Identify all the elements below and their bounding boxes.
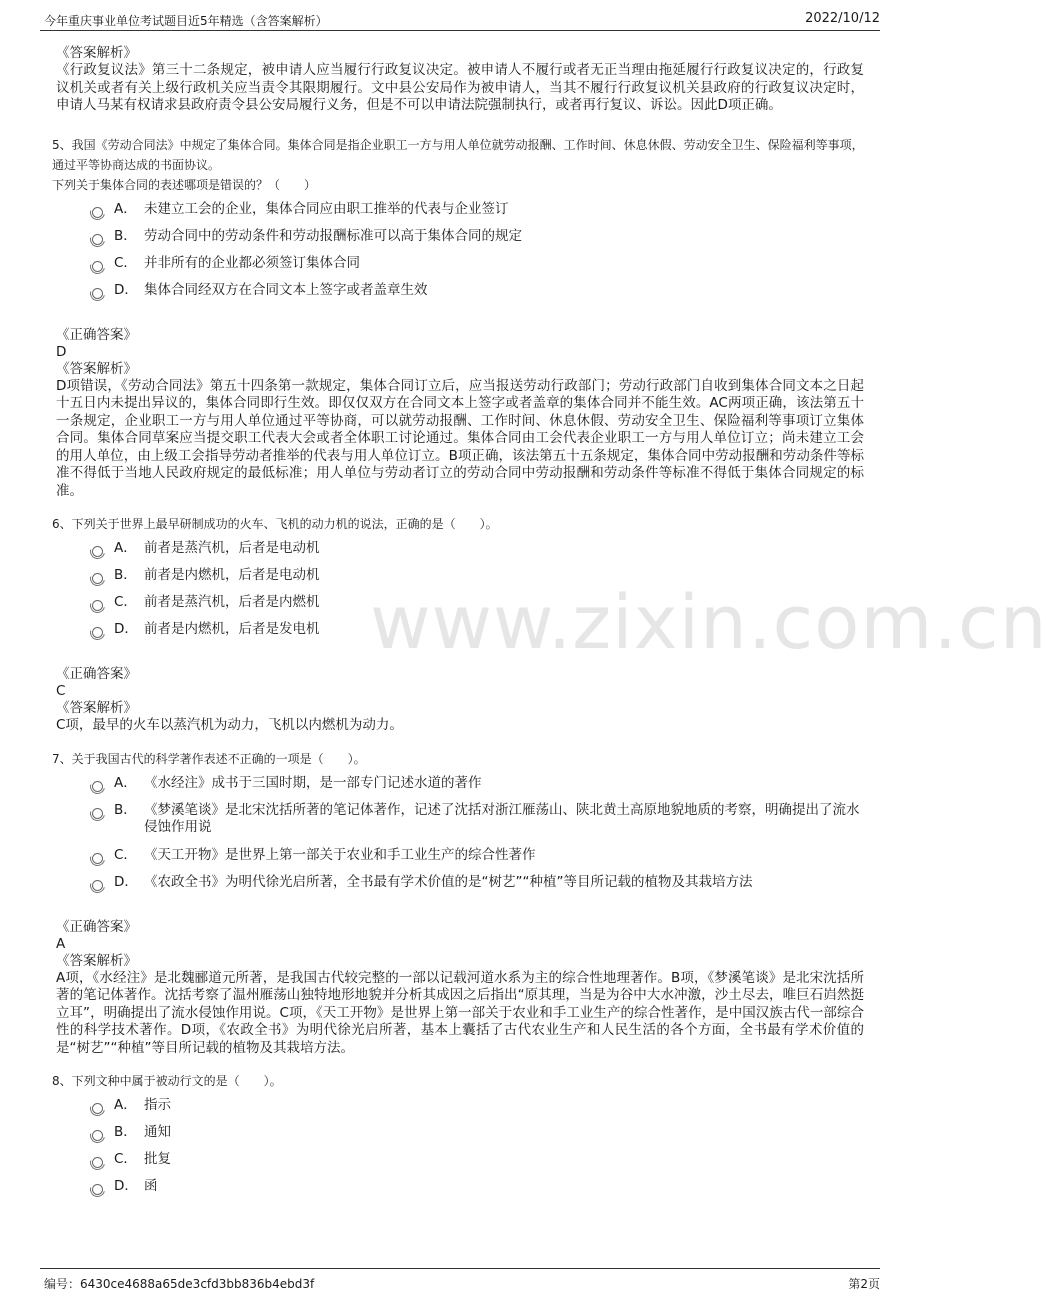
option-text: 《天工开物》是世界上第一部关于农业和手工业生产的综合性著作: [144, 846, 536, 863]
analysis-text: A项，《水经注》是北魏郦道元所著，是我国古代较完整的一部以记载河道水系为主的综合性地理著作。B项，《梦溪笔谈》是北宋沈括所著的笔记体著作。沈括考察了温州雁荡山独特地形地貌并分析其成因之后指出“原其理，当是为谷中大水冲激，沙土尽去，唯巨石岿然挺立耳”，明确提出了流水侵蚀作用说。C项，《天工开物》是世界上第一部关于农业和手工业生产的综合性著作，是中国汉族古代一部综合性的科学技术著作。D项，《农政全书》为明代徐光启所著，基本上囊括了古代农业生产和人民生活的各个方面，全书最有学术价值的是“树艺”“种植”等目所记载的植物及其栽培方法。: [56, 969, 864, 1056]
correct-answer: A: [56, 935, 66, 952]
question-6-stem: 6、下列关于世界上最早研制成功的火车、飞机的动力机的说法，正确的是（ ）。: [52, 517, 498, 531]
analysis-text: D项错误，《劳动合同法》第五十四条第一款规定，集体合同订立后，应当报送劳动行政部门；劳动行政部门自收到集体合同文本之日起十五日内未提出异议的，集体合同即行生效。即仅仅双方在合同文本上签字或者盖章的集体合同并不能生效。AC两项正确，该法第五十一条规定，企业职工一方与用人单位通过平等协商，可以就劳动报酬、工作时间、休息休假、劳动安全卫生、保险福利等事项订立集体合同。集体合同草案应当提交职工代表大会或者全体职工讨论通过。集体合同由工会代表企业职工一方与用人单位订立；尚未建立工会的用人单位，由上级工会指导劳动者推举的代表与用人单位订立。B项正确，该法第五十五条规定，集体合同中劳动报酬和劳动条件等标准不得低于当地人民政府规定的最低标准；用人单位与劳动者订立的劳动合同中劳动报酬和劳动条件等标准不得低于集体合同规定的标准。: [56, 377, 864, 499]
question-6-options: [92, 540, 864, 648]
page-header: [40, 8, 880, 31]
option-a[interactable]: A． 未建立工会的企业，集体合同应由职工推举的代表与企业签订: [92, 201, 864, 228]
option-d[interactable]: D． 集体合同经双方在合同文本上签字或者盖章生效: [92, 282, 864, 309]
radio-icon[interactable]: [92, 781, 103, 792]
correct-answer-label: 《正确答案》: [56, 666, 137, 682]
option-text: 未建立工会的企业，集体合同应由职工推举的代表与企业签订: [144, 200, 509, 217]
question-8-stem: 8、下列文种中属于被动行文的是（ ）。: [52, 1074, 282, 1088]
analysis-label: 《答案解析》: [56, 360, 137, 377]
radio-icon[interactable]: [92, 1184, 103, 1195]
option-text: 前者是内燃机，后者是发电机: [144, 621, 320, 637]
option-text: 集体合同经双方在合同文本上签字或者盖章生效: [144, 281, 428, 298]
option-text: 《水经注》成书于三国时期，是一部专门记述水道的著作: [144, 774, 482, 791]
option-text: 劳动合同中的劳动条件和劳动报酬标准可以高于集体合同的规定: [144, 227, 522, 244]
option-text: 前者是蒸汽机，后者是电动机: [144, 540, 320, 556]
option-text: 《农政全书》为明代徐光启所著，全书最有学术价值的是“树艺”“种植”等目所记载的植物及其栽培方法: [144, 873, 753, 890]
question-7-stem: 7、关于我国古代的科学著作表述不正确的一项是（ ）。: [52, 751, 366, 766]
document-title: 今年重庆事业单位考试题目近5年精选（含答案解析）: [44, 14, 328, 28]
question-5-options: [92, 201, 864, 309]
option-c[interactable]: C． 《天工开物》是世界上第一部关于农业和手工业生产的综合性著作: [92, 847, 864, 874]
analysis-label: 《答案解析》: [56, 700, 137, 716]
document-date: 2022/10/12: [805, 11, 880, 26]
option-d[interactable]: D． 《农政全书》为明代徐光启所著，全书最有学术价值的是“树艺”“种植”等目所记载的植物及其栽培方法: [92, 874, 864, 901]
radio-icon[interactable]: [92, 1157, 103, 1168]
option-d[interactable]: D． 函: [92, 1178, 864, 1205]
radio-icon[interactable]: [92, 288, 103, 299]
option-text: 《梦溪笔谈》是北宋沈括所著的笔记体著作，记述了沈括对浙江雁荡山、陕北黄土高原地貌地质的考察，明确提出了流水侵蚀作用说: [144, 801, 860, 835]
analysis-label: 《答案解析》: [56, 952, 137, 969]
option-text: 函: [144, 1178, 158, 1194]
question-7-options: [92, 775, 864, 901]
correct-answer: D: [56, 343, 67, 360]
radio-icon[interactable]: [92, 600, 103, 611]
option-c[interactable]: C． 并非所有的企业都必须签订集体合同: [92, 255, 864, 282]
correct-answer: C: [56, 683, 66, 699]
option-a[interactable]: A． 指示: [92, 1097, 864, 1124]
option-text: 前者是蒸汽机，后者是内燃机: [144, 594, 320, 610]
option-b[interactable]: B． 通知: [92, 1124, 864, 1151]
radio-icon[interactable]: [92, 880, 103, 891]
radio-icon[interactable]: [92, 261, 103, 272]
page-number: 第2页: [848, 1277, 880, 1291]
option-b[interactable]: B． 前者是内燃机，后者是电动机: [92, 567, 864, 594]
radio-icon[interactable]: [92, 207, 103, 218]
radio-icon[interactable]: [92, 1130, 103, 1141]
page-content: [52, 38, 864, 1205]
option-a[interactable]: A． 前者是蒸汽机，后者是电动机: [92, 540, 864, 567]
page-footer: [40, 1268, 880, 1295]
question-5-stem: 5、我国《劳动合同法》中规定了集体合同。集体合同是指企业职工一方与用人单位就劳动报酬、工作时间、休息休假、劳动安全卫生、保险福利等事项，通过平等协商达成的书面协议。: [52, 137, 864, 172]
radio-icon[interactable]: [92, 573, 103, 584]
option-text: 并非所有的企业都必须签订集体合同: [144, 254, 360, 271]
radio-icon[interactable]: [92, 234, 103, 245]
radio-icon[interactable]: [92, 627, 103, 638]
radio-icon[interactable]: [92, 853, 103, 864]
option-text: 指示: [144, 1097, 171, 1113]
correct-answer-label: 《正确答案》: [56, 918, 137, 935]
analysis-text: 《行政复议法》第三十二条规定，被申请人应当履行行政复议决定。被申请人不履行或者无正当理由拖延履行行政复议决定的，行政复议机关或者有关上级行政机关应当责令其限期履行。文中县公安局作为被申请人，当其不履行行政复议机关县政府的行政复议决定时，申请人马某有权请求县政府责令县公安局履行义务，但是不可以申请法院强制执行，或者再行复议、诉讼。因此D项正确。: [56, 62, 864, 113]
option-text: 批复: [144, 1151, 171, 1167]
option-c[interactable]: C． 前者是蒸汽机，后者是内燃机: [92, 594, 864, 621]
option-a[interactable]: A． 《水经注》成书于三国时期，是一部专门记述水道的著作: [92, 775, 864, 802]
option-text: 通知: [144, 1124, 171, 1140]
radio-icon[interactable]: [92, 808, 103, 819]
analysis-text: C项，最早的火车以蒸汽机为动力，飞机以内燃机为动力。: [56, 717, 403, 733]
document-id: 编号：6430ce4688a65de3cfd3bb836b4ebd3f: [44, 1277, 315, 1291]
question-5-prompt: 下列关于集体合同的表述哪项是错误的？（ ）: [52, 177, 317, 192]
option-c[interactable]: C． 批复: [92, 1151, 864, 1178]
watermark: www.zixin.com.cn: [370, 580, 1048, 666]
radio-icon[interactable]: [92, 1103, 103, 1114]
option-text: 前者是内燃机，后者是电动机: [144, 567, 320, 583]
question-8-options: [92, 1097, 864, 1205]
correct-answer-label: 《正确答案》: [56, 326, 137, 343]
analysis-label: 《答案解析》: [56, 45, 137, 61]
option-d[interactable]: D． 前者是内燃机，后者是发电机: [92, 621, 864, 648]
radio-icon[interactable]: [92, 546, 103, 557]
option-b[interactable]: B． 劳动合同中的劳动条件和劳动报酬标准可以高于集体合同的规定: [92, 228, 864, 255]
option-b[interactable]: B． 《梦溪笔谈》是北宋沈括所著的笔记体著作，记述了沈括对浙江雁荡山、陕北黄土高原地貌地质的考察，明确提出了流水侵蚀作用说: [92, 802, 864, 847]
